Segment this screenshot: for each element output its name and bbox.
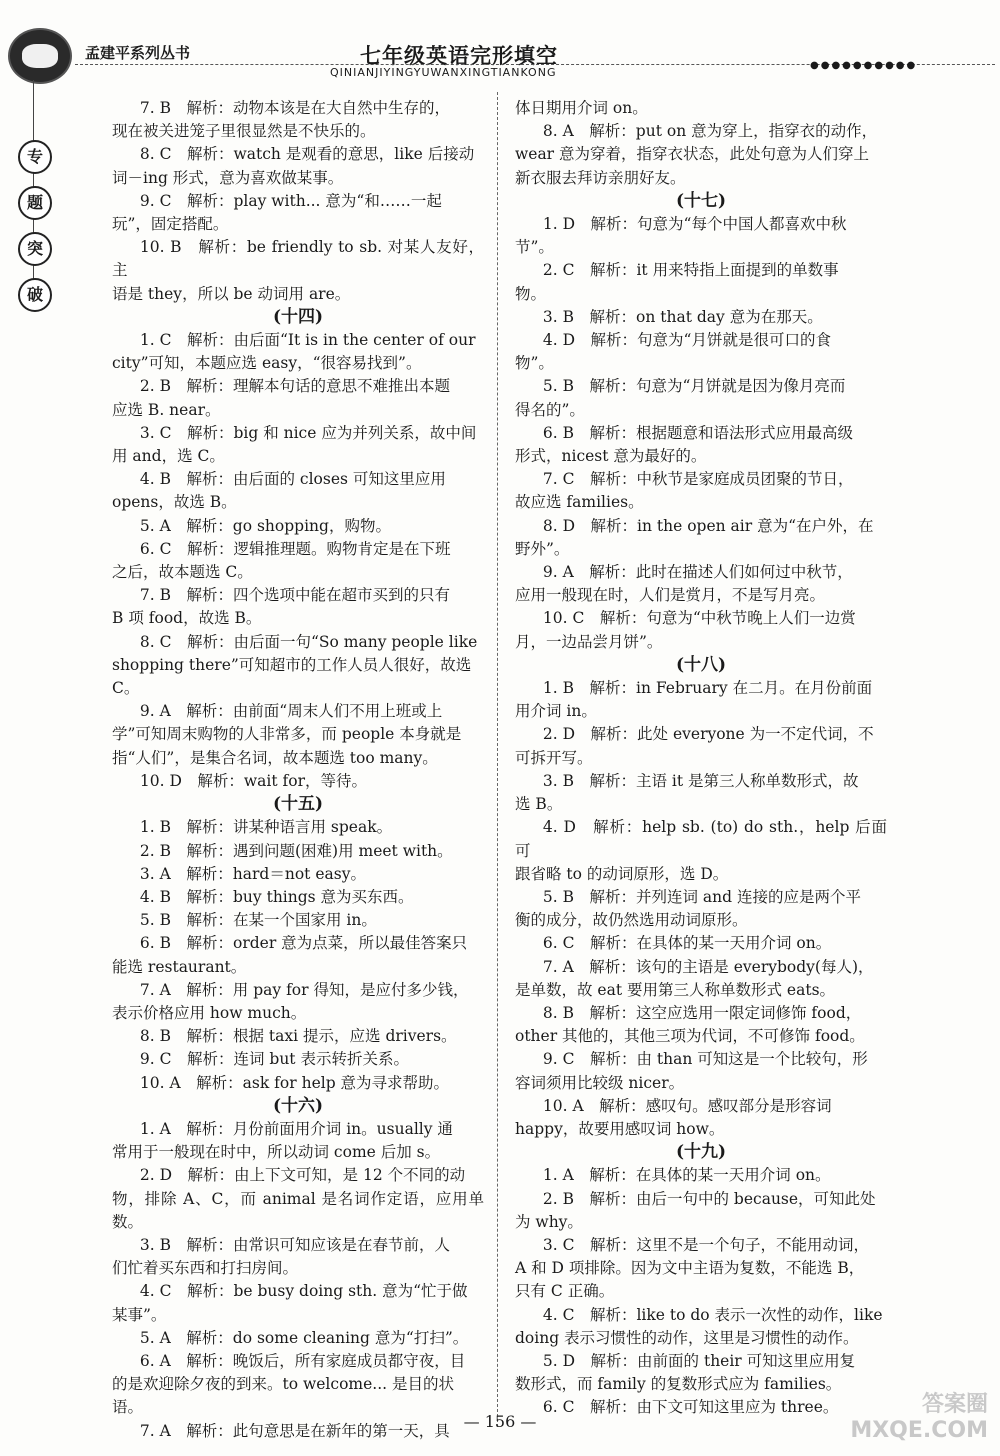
answer-line: 只有 C 正确。 [515, 1282, 615, 1301]
answer-line: 3. C 解析：big 和 nice 应为并列关系，故中间 [139, 423, 477, 442]
answer-line: 6. B 解析：order 意为点菜，所以最佳答案只 [139, 934, 468, 953]
answer-line: opens，故选 B。 [112, 493, 237, 512]
answer-line: 10. B 解析：be friendly to sb. 对某人友好，主 [112, 238, 484, 280]
answer-line: 6. B 解析：根据题意和语法形式应用最高级 [542, 423, 853, 442]
answer-line: 2. B 解析：遇到问题(困难)用 meet with。 [139, 841, 453, 860]
answer-line: 之后，故本题选 C。 [112, 563, 253, 582]
answer-line: 4. C 解析：be busy doing sth. 意为“忙于做 [139, 1282, 468, 1301]
answer-line: 学”可知周末购物的人非常多，而 people 本身就是 [112, 725, 462, 744]
answer-line: 2. C 解析：it 用来特指上面提到的单数事 [542, 261, 839, 280]
answer-line: 7. C 解析：中秋节是家庭成员团聚的节日， [542, 470, 854, 489]
book-title: 七年级英语完形填空 [360, 43, 558, 68]
series-name: 孟建平系列丛书 [85, 44, 191, 62]
answer-line: 某事”。 [112, 1305, 167, 1324]
answer-line: 表示价格应用 how much。 [112, 1003, 307, 1022]
answer-line: 6. C 解析：由下文可知这里应为 three。 [542, 1398, 839, 1417]
answer-line: 2. D 解析：此处 everyone 为一不定代词，不 [542, 725, 874, 744]
answer-line: 5. B 解析：并列连词 and 连接的应是两个平 [542, 887, 861, 906]
answer-line: 7. A 解析：该句的主语是 everybody(每人)， [542, 957, 874, 976]
answer-line: shopping there”可知超市的工作人员人很好，故选 [112, 655, 472, 674]
answer-line: 玩”，固定搭配。 [112, 215, 229, 234]
answer-line: 3. B 解析：主语 it 是第三人称单数形式，故 [542, 771, 859, 790]
answer-line: 4. B 解析：buy things 意为买东西。 [139, 887, 414, 906]
answer-line: 节”。 [515, 238, 554, 257]
answer-line: 数形式，而 family 的复数形式应为 families。 [515, 1375, 842, 1394]
answer-line: 5. B 解析：句意为“月饼就是因为像月亮而 [542, 377, 846, 396]
answer-line: 10. D 解析：wait for，等待。 [139, 771, 367, 790]
answer-line: 5. D 解析：由前面的 their 可知这里应用复 [542, 1351, 856, 1370]
answer-line: 1. A 解析：在具体的某一天用介词 on。 [542, 1166, 831, 1185]
watermark [850, 1392, 988, 1444]
answer-line: 8. C 解析：watch 是观看的意思，like 后接动 [139, 145, 475, 164]
answer-line: 体日期用介词 on。 [515, 99, 648, 117]
answer-line: 可拆开写。 [515, 748, 593, 767]
answer-line: 10. A 解析：ask for help 意为寻求帮助。 [139, 1073, 450, 1092]
answer-line: 容词须用比较级 nicer。 [515, 1073, 685, 1092]
sidebar-badge: 破 [18, 278, 52, 312]
answer-line: 9. A 解析：由前面“周末人们不用上班或上 [139, 702, 443, 721]
section-heading: (十四) [272, 306, 324, 327]
answer-line: 7. A 解析：用 pay for 得知，是应付多少钱， [139, 980, 469, 999]
answer-line: 月，一边品尝月饼”。 [515, 632, 663, 651]
answer-line: 4. B 解析：由后面的 closes 可知这里应用 [139, 470, 446, 489]
answer-line: 物，排除 A、C，而 animal 是名词作定语，应用单数。 [112, 1189, 484, 1231]
answer-line: 4. D 解析：句意为“月饼就是很可口的食 [542, 331, 831, 350]
answer-line: 1. C 解析：由后面“It is in the center of our [139, 331, 476, 350]
answer-line: 1. A 解析：月份前面用介词 in。usually 通 [139, 1119, 453, 1138]
answer-line: 9. A 解析：此时在描述人们如何过中秋节， [542, 563, 853, 582]
answer-line: 语。 [112, 1398, 144, 1417]
answer-line: 的是欢迎除夕夜的到来。to welcome... 是目的状 [112, 1375, 454, 1394]
answer-line: city”可知，本题应选 easy，“很容易找到”。 [112, 354, 422, 373]
section-heading: (十七) [675, 190, 727, 211]
answer-line: 8. B 解析：这空应选用一限定词修饰 food， [542, 1003, 862, 1022]
answer-line: B 项 food，故选 B。 [112, 609, 262, 628]
answer-line: 常用于一般现在时中，所以动词 come 后加 s。 [112, 1143, 441, 1162]
answer-line: 指“人们”，是集合名词，故本题选 too many。 [112, 748, 438, 767]
answer-line: 7. B 解析：四个选项中能在超市买到的只有 [139, 586, 450, 605]
answer-line: 10. C 解析：句意为“中秋节晚上人们一边赏 [542, 609, 856, 628]
answer-line: 跟省略 to 的动词原形，选 D。 [515, 864, 729, 883]
answer-line: 形式，nicest 意为最好的。 [515, 447, 707, 466]
answer-line: 4. C 解析：like to do 表示一次性的动作，like [542, 1305, 883, 1324]
answer-line: wear 意为穿着，指穿衣状态，此处句意为人们穿上 [515, 145, 870, 164]
section-heading: (十五) [272, 794, 324, 815]
answer-line: 10. A 解析：感叹句。感叹部分是形容词 [542, 1096, 832, 1115]
answer-line: A 和 D 项排除。因为文中主语为复数，不能选 B， [515, 1259, 865, 1278]
answer-line: happy，故要用感叹词 how。 [515, 1119, 725, 1138]
answer-line: 2. B 解析：理解本句话的意思不难推出本题 [139, 377, 450, 396]
section-heading: (十六) [272, 1095, 324, 1116]
answer-line: 8. A 解析：put on 意为穿上，指穿衣的动作， [542, 122, 878, 141]
answer-line: 词－ing 形式，意为喜欢做某事。 [112, 168, 344, 187]
answer-line: 7. A 解析：此句意思是在新年的第一天，具 [139, 1421, 450, 1440]
answer-line: 用介词 in。 [515, 702, 597, 721]
watermark-line: MXQE.COM [850, 1418, 988, 1443]
sidebar-badge: 题 [18, 186, 52, 220]
answer-line: other 其他的，其他三项为代词，不可修饰 food。 [515, 1027, 865, 1046]
answer-line: 现在被关进笼子里很显然是不快乐的。 [112, 122, 376, 141]
answer-line: 6. C 解析：逻辑推理题。购物肯定是在下班 [139, 539, 451, 558]
answer-line: 衡的成分，故仍然选用动词原形。 [515, 911, 748, 930]
book-title-pinyin: QINIANJIYINGYUWANXINGTIANKONG [330, 66, 557, 79]
answer-line: 8. B 解析：根据 taxi 提示，应选 drivers。 [139, 1027, 457, 1046]
answer-line: 2. D 解析：由上下文可知，是 12 个不同的动 [139, 1166, 466, 1185]
answer-line: 物”。 [515, 354, 554, 373]
answer-line: 9. C 解析：连词 but 表示转折关系。 [139, 1050, 409, 1069]
answer-line: 8. C 解析：由后面一句“So many people like [139, 632, 478, 651]
header-dots: ●●●●●●●●●● [810, 60, 918, 71]
answer-line: 新衣服去拜访亲朋好友。 [515, 168, 686, 187]
section-heading: (十八) [675, 654, 727, 675]
answer-column-left [112, 97, 484, 1443]
answer-line: 3. C 解析：这里不是一个句子，不能用动词， [542, 1235, 869, 1254]
answer-line: 7. B 解析：动物本该是在大自然中生存的， [139, 99, 450, 117]
answer-line: 1. D 解析：句意为“每个中国人都喜欢中秋 [542, 215, 847, 234]
answer-line: 故应选 families。 [515, 493, 644, 512]
answer-column-right [515, 97, 887, 1420]
answer-line: 8. D 解析：in the open air 意为“在户外，在 [542, 516, 874, 535]
answer-line: 4. D 解析：help sb. (to) do sth.，help 后面可 [515, 818, 887, 860]
sidebar-badge: 专 [18, 140, 52, 174]
series-logo-icon [8, 28, 72, 84]
page-number: — 156 — [463, 1412, 537, 1431]
answer-line: 6. A 解析：晚饭后，所有家庭成员都守夜，目 [139, 1351, 466, 1370]
answer-line: 3. B 解析：由常识可知应该是在春节前，人 [139, 1235, 450, 1254]
section-heading: (十九) [675, 1142, 727, 1163]
answer-line: 3. B 解析：on that day 意为在那天。 [542, 307, 823, 326]
answer-line: 能选 restaurant。 [112, 957, 247, 976]
answer-line: 为 why。 [515, 1212, 583, 1231]
page-header [0, 0, 1000, 80]
sidebar-badge: 突 [18, 232, 52, 266]
answer-line: 1. B 解析：讲某种语言用 speak。 [139, 818, 393, 837]
answer-line: 5. A 解析：go shopping，购物。 [139, 516, 391, 535]
answer-line: 5. A 解析：do some cleaning 意为“打扫”。 [139, 1328, 469, 1347]
answer-line: 野外”。 [515, 539, 570, 558]
answer-line: 是单数，故 eat 要用第三人称单数形式 eats。 [515, 980, 836, 999]
answer-line: 们忙着买东西和打扫房间。 [112, 1259, 299, 1278]
answer-line: 语是 they，所以 be 动词用 are。 [112, 284, 351, 303]
answer-line: 物。 [515, 284, 547, 303]
answer-line: doing 表示习惯性的动作，这里是习惯性的动作。 [515, 1328, 859, 1347]
answer-line: 应用一般现在时，人们是赏月，不是写月亮。 [515, 586, 826, 605]
answer-line: C。 [112, 679, 140, 698]
answer-line: 6. C 解析：在具体的某一天用介词 on。 [542, 934, 832, 953]
answer-line: 9. C 解析：play with... 意为“和……一起 [139, 191, 442, 210]
answer-line: 5. B 解析：在某一个国家用 in。 [139, 911, 377, 930]
answer-line: 1. B 解析：in February 在二月。在月份前面 [542, 679, 873, 698]
answer-line: 3. A 解析：hard＝not easy。 [139, 864, 366, 883]
answer-line: 9. C 解析：由 than 可知这是一个比较句，形 [542, 1050, 868, 1069]
answer-line: 应选 B. near。 [112, 400, 221, 419]
answer-line: 选 B。 [515, 795, 563, 814]
answer-line: 用 and，选 C。 [112, 447, 225, 466]
answer-line: 2. B 解析：由后一句中的 because，可知此处 [542, 1189, 876, 1208]
watermark-line: 答案圈 [921, 1392, 988, 1417]
answer-line: 得名的”。 [515, 400, 585, 419]
column-divider [497, 92, 498, 1427]
